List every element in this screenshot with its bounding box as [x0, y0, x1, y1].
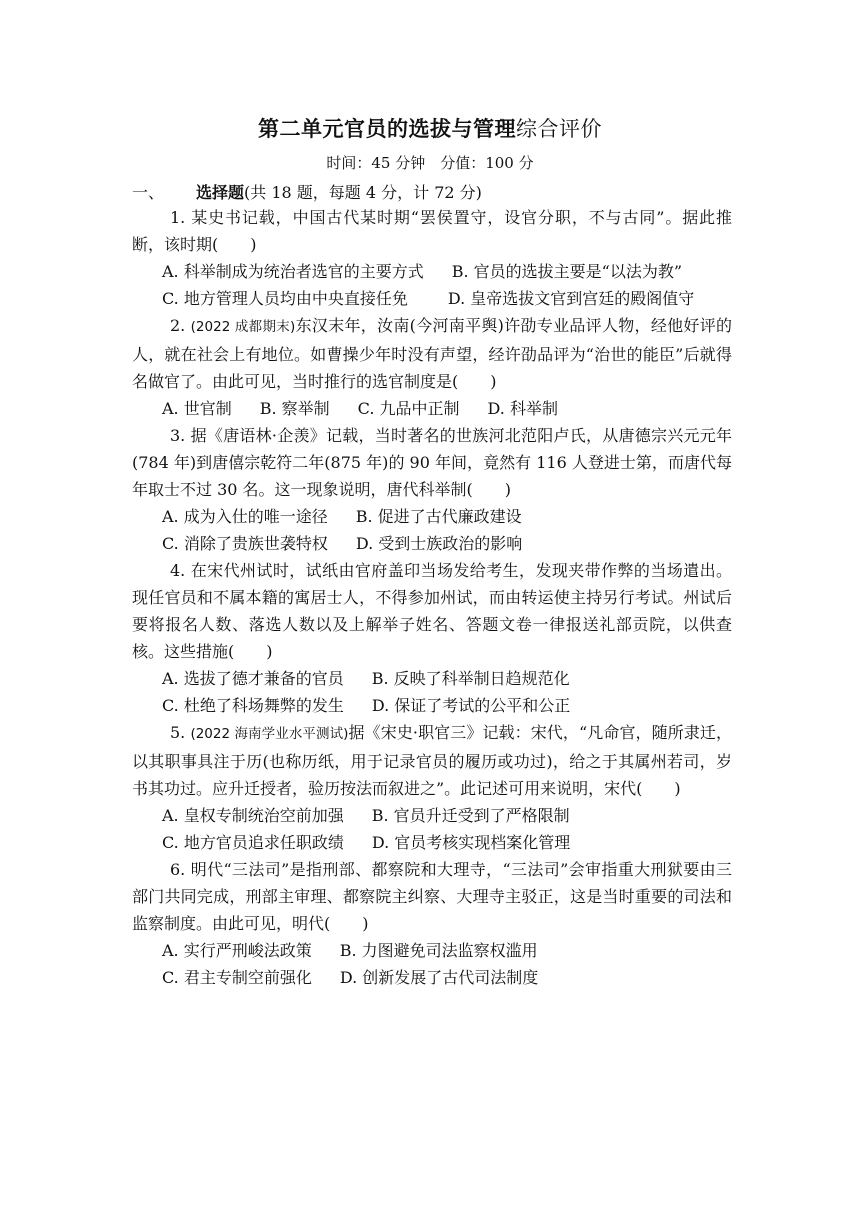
option-c: C. 消除了贵族世袭特权	[162, 534, 328, 553]
option-b: B. 反映了科举制日趋规范化	[371, 669, 570, 688]
section-title: 选择题	[196, 183, 245, 202]
question-text: 东汉末年，汝南(今河南平舆)许劭专业品评人物，经他好评的人，就在社会上有地位。如曹操少年时没有声望，经许劭品评为“治世的能臣”后就得名做官了。由此可见，当时推行的选官制度是( )	[132, 316, 732, 391]
section-heading	[132, 180, 482, 203]
option-c: C. 君主专制空前强化	[162, 968, 312, 987]
option-b: B. 力图避免司法监察权滥用	[339, 941, 538, 960]
question-stem: 4. 在宋代州试时，试纸由官府盖印当场发给考生，发现夹带作弊的当场遣出。现任官员和不属本籍的寓居士人，不得参加州试，而由转运使主持另行考试。州试后要将报名人数、落选人数以及上解举子姓名、答题文卷一律报送礼部贡院，以供查核。这些措施( )	[132, 561, 732, 661]
options	[132, 395, 732, 422]
question-stem	[132, 312, 732, 395]
option-a: A. 科举制成为统治者选官的主要方式	[162, 262, 424, 281]
question-text: 据《宋史·职官三》记载：宋代，“凡命官，随所隶迁，以其职事具注于历(也称历纸，用于记录官员的履历或功过)，给之于其属州若司，岁书其功过。应升迁授者，验历按法而叙进之”。此记述可用来说明，宋代( )	[132, 723, 732, 798]
option-d: D. 保证了考试的公平和公正	[371, 696, 571, 715]
question-number: 2.	[170, 316, 191, 335]
question-stem: 1. 某史书记载，中国古代某时期“罢侯置守，设官分职，不与古同”。据此推断，该时期( )	[132, 208, 732, 254]
title-bold-part: 第二单元官员的选拔与管理	[258, 116, 516, 141]
question-2	[132, 312, 732, 422]
option-b: B. 官员升迁受到了严格限制	[371, 806, 570, 825]
question-6	[132, 856, 732, 991]
question-1	[132, 204, 732, 312]
option-d: D. 科举制	[487, 399, 558, 418]
question-source: (2022 成都期末)	[190, 319, 296, 335]
question-list	[132, 204, 732, 991]
option-c: C. 地方管理人员均由中央直接任免	[162, 289, 408, 308]
section-note: (共 18 题，每题 4 分，计 72 分)	[244, 183, 482, 202]
title-normal-part: 综合评价	[516, 117, 602, 141]
option-d: D. 皇帝选拔文官到宫廷的殿阁值守	[447, 289, 695, 308]
option-b: B. 促进了古代廉政建设	[355, 507, 522, 526]
options	[132, 937, 732, 991]
question-stem: 6. 明代“三法司”是指刑部、都察院和大理寺，“三法司”会审指重大刑狱要由三部门共同完成，刑部主审理、都察院主纠察、大理寺主驳正，这是当时重要的司法和监察制度。由此可见，明代( )	[132, 860, 732, 933]
question-number: 5.	[170, 723, 191, 742]
option-a: A. 皇权专制统治空前加强	[162, 806, 344, 825]
option-c: C. 杜绝了科场舞弊的发生	[162, 696, 344, 715]
option-a: A. 选拔了德才兼备的官员	[162, 669, 344, 688]
option-b: B. 察举制	[259, 399, 330, 418]
page-title	[0, 113, 860, 143]
option-a: A. 成为入仕的唯一途径	[162, 507, 328, 526]
exam-meta: 时间：45 分钟 分值：100 分	[326, 154, 534, 172]
options	[132, 258, 732, 312]
section-number: 一、	[132, 183, 165, 202]
question-stem	[132, 719, 732, 802]
options	[132, 802, 732, 856]
option-a: A. 世官制	[162, 399, 232, 418]
options	[132, 503, 732, 557]
question-5	[132, 719, 732, 856]
option-b: B. 官员的选拔主要是“以法为教”	[451, 262, 683, 281]
option-d: D. 受到士族政治的影响	[355, 534, 523, 553]
question-4	[132, 557, 732, 719]
option-c: C. 地方官员追求任职政绩	[162, 833, 344, 852]
question-3	[132, 422, 732, 557]
option-c: C. 九品中正制	[357, 399, 460, 418]
option-a: A. 实行严刑峻法政策	[162, 941, 312, 960]
option-d: D. 官员考核实现档案化管理	[371, 833, 571, 852]
question-source: (2022 海南学业水平测试)	[190, 726, 349, 742]
options	[132, 665, 732, 719]
question-stem: 3. 据《唐语林·企羡》记载，当时著名的世族河北范阳卢氏，从唐德宗兴元元年(784 年)到唐僖宗乾符二年(875 年)的 90 年间，竟然有 116 人登进士第，而唐代每年取士不过 30 名。这一现象说明，唐代科举制( )	[132, 426, 732, 499]
option-d: D. 创新发展了古代司法制度	[339, 968, 539, 987]
